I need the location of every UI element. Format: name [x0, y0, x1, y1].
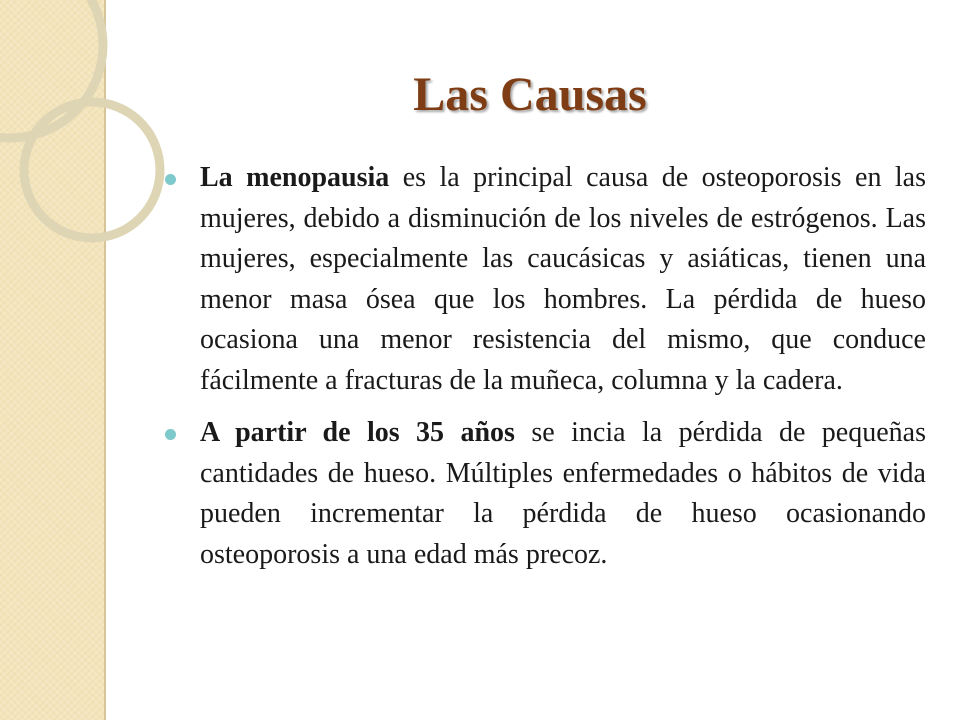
bullet-body: es la principal causa de osteoporosis en las mujeres, debido a disminución de los niveles de estrógenos. Las mujeres, especialmente las caucásicas y asiáticas, tienen una menor masa ósea que los hombres. La pérdida de hueso ocasiona una menor resistencia del mismo, que conduce fácilmente a fracturas de la muñeca, columna y la cadera. — [200, 162, 926, 396]
bullet-item — [160, 158, 926, 401]
bullet-paragraph — [200, 158, 926, 401]
slide-title: Las Causas — [413, 68, 647, 121]
bullet-list — [160, 158, 926, 587]
bullet-body: se incia la pérdida de pequeñas cantidades de hueso. Múltiples enfermedades o hábitos de vida pueden incrementar la pérdida de hueso ocasionando osteoporosis a una edad más precoz. — [200, 417, 926, 570]
bullet-lead: A partir de los 35 años — [200, 417, 515, 448]
bullet-dot-icon — [165, 429, 176, 440]
bullet-dot-icon — [165, 174, 176, 185]
bullet-lead: La menopausia — [200, 162, 390, 193]
bullet-item — [160, 413, 926, 575]
decorative-rings-icon — [0, 0, 160, 260]
inner-ring — [24, 102, 160, 238]
bullet-paragraph — [200, 413, 926, 575]
